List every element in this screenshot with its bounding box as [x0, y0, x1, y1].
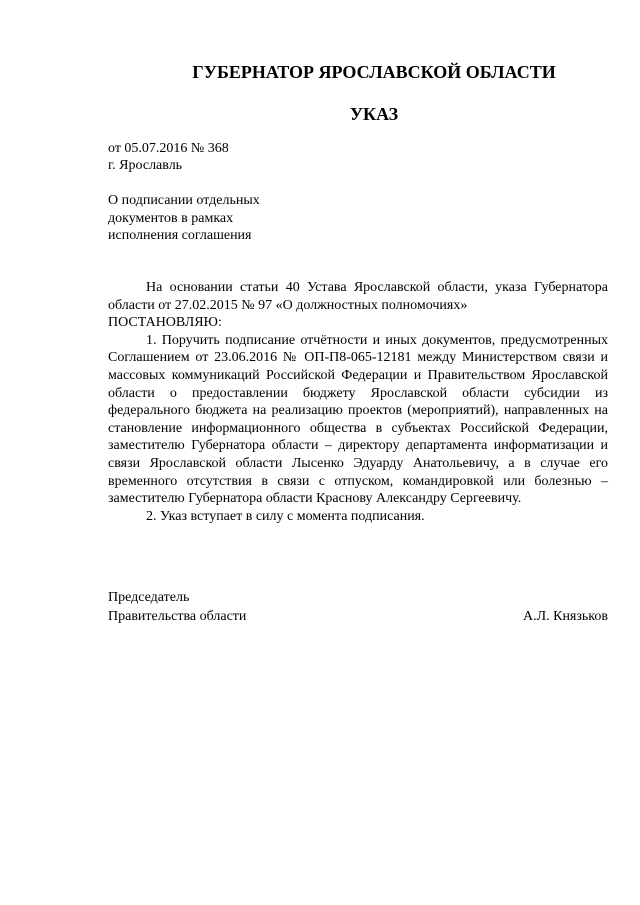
document-body — [108, 279, 608, 525]
signature-block — [108, 588, 608, 626]
document-subject — [108, 192, 260, 245]
signatory-name: А.Л. Князьков — [523, 609, 608, 624]
signatory-position-line-1: Председатель — [108, 590, 190, 605]
document-meta — [108, 140, 229, 174]
date-number: от 05.07.2016 № 368 — [108, 141, 229, 156]
signature-row — [108, 607, 608, 626]
subject-line: документов в рамках — [108, 210, 234, 226]
issuer-title: ГУБЕРНАТОР ЯРОСЛАВСКОЙ ОБЛАСТИ — [192, 62, 556, 82]
document-type: УКАЗ — [349, 104, 399, 124]
subject-line: О подписании отдельных — [108, 193, 260, 208]
subject-line: исполнения соглашения — [108, 228, 252, 243]
item-1-paragraph: 1. Поручить подписание отчётности и иных документов, предусмотренных Соглашением от 23.06.2016 № ОП-П8-065-12181 между Министерством связи и массовых коммуникаций Российской Федерации и Правительством Ярославской области о предоставлении бюджету Ярославской области субсидии из федерального бюджета на реализацию проектов (мероприятий), направленных на становление информационного общества в субъектах Российской Федерации, заместителю Губернатора области – директору департамента информатизации и связи Ярославской области Лысенко Эдуарду Анатольевичу, а в случае его временного отсутствия в связи с отпуском, командировкой или болезнью – заместителю Губернатора области Краснову Александру Сергеевичу. — [108, 332, 608, 507]
preamble-paragraph: На основании статьи 40 Устава Ярославской области, указа Губернатора области от 27.02.2015 № 97 «О должностных полномочиях» — [108, 280, 608, 313]
decree-word: ПОСТАНОВЛЯЮ: — [108, 315, 222, 331]
item-2-paragraph: 2. Указ вступает в силу с момента подписания. — [146, 508, 425, 524]
city: г. Ярославль — [108, 158, 183, 173]
signatory-position-line-2: Правительства области — [108, 609, 247, 624]
